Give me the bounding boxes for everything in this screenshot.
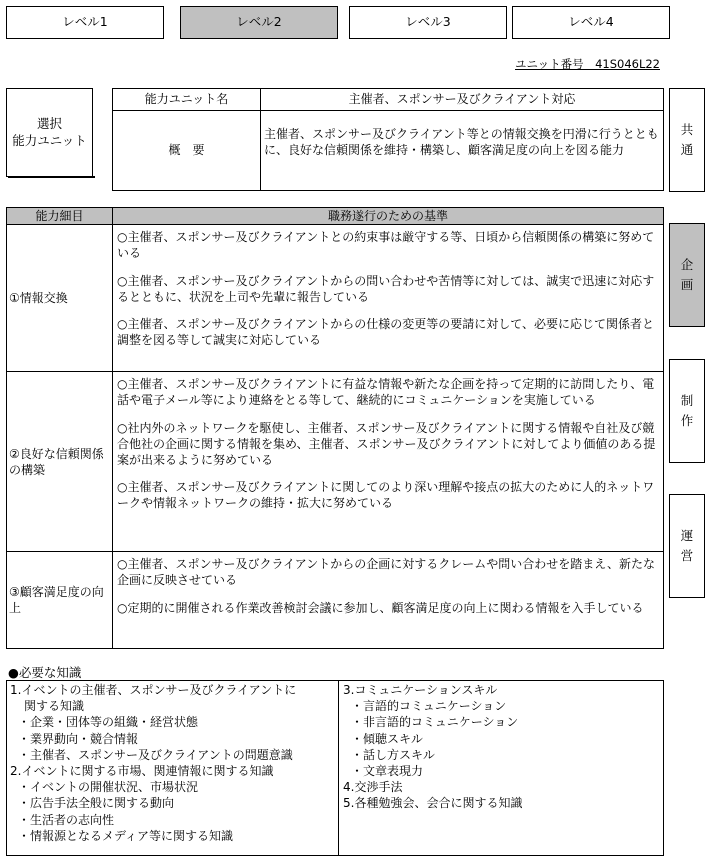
knowledge-item: ・言語的コミュニケーション [351, 699, 507, 714]
knowledge-item: ・文章表現力 [351, 764, 424, 779]
level-tab-4[interactable] [512, 6, 670, 39]
knowledge-item: ・主催者、スポンサー及びクライアントの問題意識 [18, 747, 293, 762]
knowledge-item: 5.各種勉強会、会合に関する知識 [343, 796, 523, 811]
side-tab-production[interactable] [669, 359, 705, 463]
header-criteria: 職務遂行のための基準 [113, 208, 664, 225]
knowledge-item: ・非言語的コミュニケーション [351, 715, 519, 730]
knowledge-item: ・業界動向・競合情報 [18, 731, 139, 746]
side-tab-label: 企画 [680, 257, 694, 292]
criteria-cell [113, 225, 664, 372]
knowledge-divider [338, 681, 339, 855]
knowledge-item: 3.コミュニケーションスキル [343, 683, 498, 697]
criterion: ○主催者、スポンサー及びクライアントに有益な情報や新たな企画を持って定期的に訪問したり、電話や電子メール等により連絡をとる等して、継続的にコミュニケーションを実施している [117, 377, 655, 408]
unit-info-table [112, 88, 664, 191]
table-row [7, 372, 664, 552]
detail-trust-relations: ②良好な信頼関係の構築 [7, 372, 113, 552]
side-tab-label: 共通 [680, 122, 694, 157]
unit-number: ユニット番号 41S046L22 [515, 57, 660, 71]
side-tab-planning[interactable] [669, 223, 705, 327]
criterion: ○主催者、スポンサー及びクライアントからの企画に対するクレームや問い合わせを踏まえ、新たな企画に反映させている [117, 557, 655, 588]
selected-unit-line2: 能力ユニット [12, 132, 87, 148]
criteria-table [6, 207, 664, 649]
criterion: ○社内外のネットワークを駆使し、主催者、スポンサー及びクライアントに関する情報や自社及び競合他社の企画に関する情報を集め、主催者、スポンサー及びクライアントに対してより価値のある提案が出来るように努めている [117, 420, 656, 467]
selected-unit-shadow [8, 176, 95, 178]
knowledge-item: ・傾聴スキル [351, 731, 423, 746]
knowledge-item: 4.交渉手法 [343, 780, 403, 795]
criterion: ○定期的に開催される作業改善検討会議に参加し、顧客満足度の向上に関わる情報を入手している [117, 600, 644, 615]
knowledge-box [6, 680, 664, 856]
unit-summary-value: 主催者、スポンサー及びクライアント等との情報交換を円滑に行うとともに、良好な信頼関係を維持・構築し、顧客満足度の向上を図る能力 [261, 111, 664, 191]
unit-name-label: 能力ユニット名 [113, 89, 261, 111]
table-row [7, 225, 664, 372]
knowledge-item: ・イベントの開催状況、市場状況 [18, 780, 199, 795]
level-tab-3[interactable] [349, 6, 507, 39]
level-tab-2[interactable] [180, 6, 338, 39]
knowledge-item: ・生活者の志向性 [18, 812, 115, 827]
side-tab-label: 運営 [680, 528, 694, 563]
selected-unit-box [6, 88, 93, 177]
knowledge-title: ●必要な知識 [8, 665, 82, 680]
criterion: ○主催者、スポンサー及びクライアントとの約束事は厳守する等、日頃から信頼関係の構築に努めている [117, 230, 655, 261]
table-row [7, 552, 664, 649]
header-detail: 能力細目 [7, 208, 113, 225]
criterion: ○主催者、スポンサー及びクライアントからの仕様の変更等の要請に対して、必要に応じて関係者と調整を図る等して誠実に対応している [117, 316, 655, 348]
knowledge-item: ・情報源となるメディア等に関する知識 [18, 828, 234, 843]
side-tab-operation[interactable] [669, 494, 705, 598]
knowledge-item: 1.イベントの主催者、スポンサー及びクライアントに [10, 683, 297, 697]
level-tab-label: レベル4 [568, 14, 614, 30]
selected-unit-line1: 選択 [36, 115, 62, 131]
criterion: ○主催者、スポンサー及びクライアントに関してのより深い理解や接点の拡大のために人的ネットワークや情報ネットワークの維持・拡大に努めている [117, 480, 655, 511]
knowledge-item: ・話し方スキル [351, 747, 435, 762]
unit-name-value: 主催者、スポンサー及びクライアント対応 [261, 89, 664, 111]
level-tab-label: レベル3 [405, 14, 451, 30]
knowledge-item: ・広告手法全般に関する動向 [18, 796, 175, 811]
level-tab-1[interactable] [6, 6, 164, 39]
side-tab-label: 制作 [680, 393, 694, 428]
knowledge-right-column [343, 682, 661, 812]
side-tab-common[interactable] [669, 88, 705, 192]
detail-info-exchange: ①情報交換 [7, 225, 113, 372]
knowledge-item: ・企業・団体等の組織・経営状態 [18, 715, 199, 730]
level-tab-label: レベル2 [236, 14, 282, 30]
knowledge-item: 関する知識 [24, 699, 85, 714]
detail-customer-satisfaction: ③顧客満足度の向上 [7, 552, 113, 649]
criteria-cell [113, 372, 664, 552]
criterion: ○主催者、スポンサー及びクライアントからの問い合わせや苦情等に対しては、誠実で迅速に対応するとともに、状況を上司や先輩に報告している [117, 273, 655, 304]
level-tab-label: レベル1 [62, 14, 108, 30]
unit-summary-label: 概 要 [113, 111, 261, 191]
criteria-cell [113, 552, 664, 649]
knowledge-item: 2.イベントに関する市場、関連情報に関する知識 [10, 764, 274, 779]
knowledge-left-column [10, 682, 336, 844]
